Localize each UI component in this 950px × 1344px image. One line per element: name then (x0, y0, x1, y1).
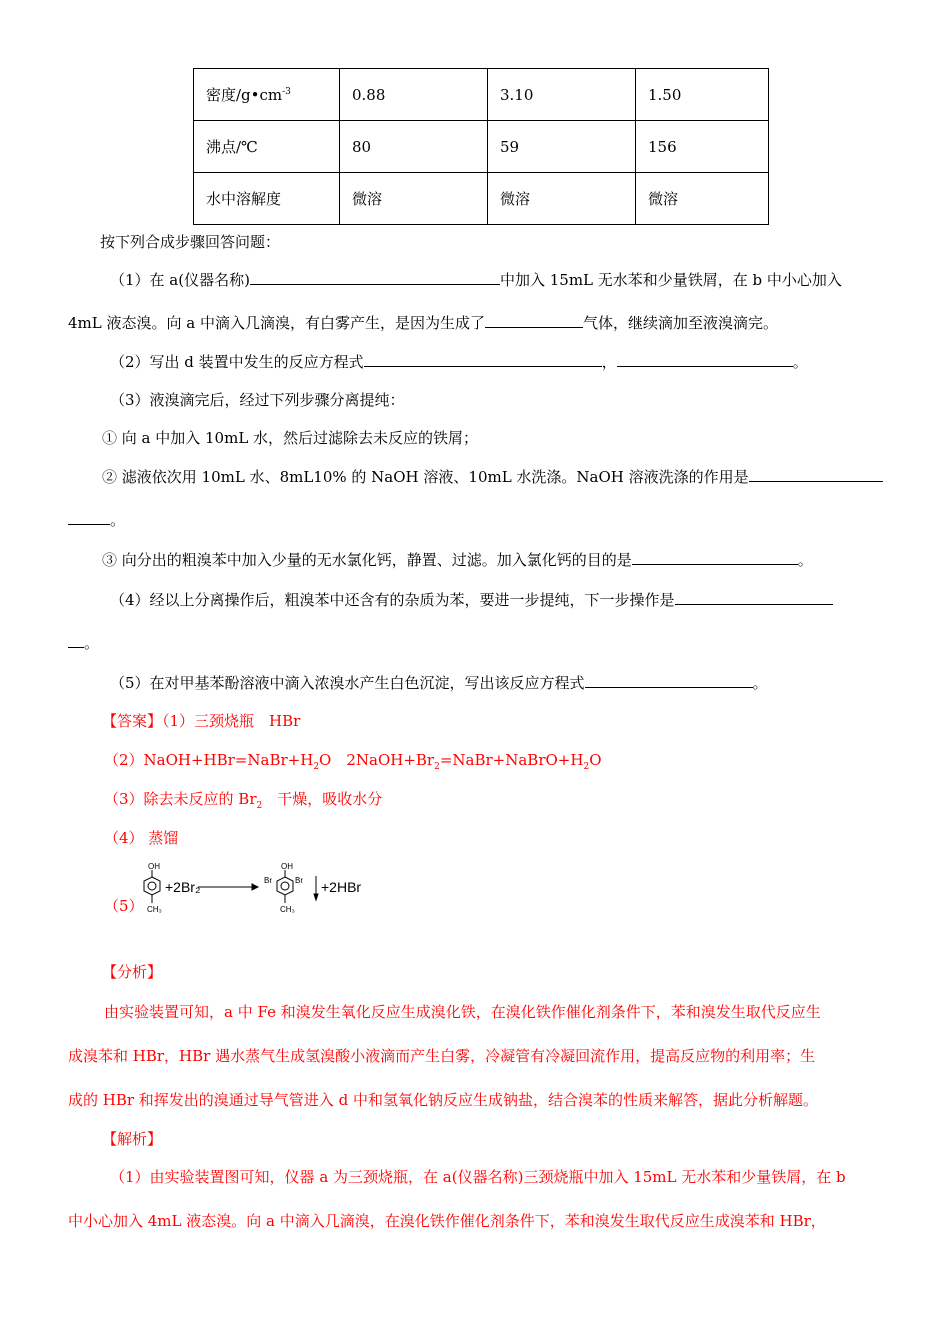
table-row (194, 173, 769, 225)
table-row (194, 69, 769, 121)
density-label: 密度/g•cm (206, 86, 283, 104)
oh-label: OH (281, 862, 293, 871)
q1-text-b: 中加入 15mL 无水苯和少量铁屑，在 b 中小心加入 (499, 271, 842, 289)
properties-table (193, 68, 769, 225)
a3-text-b: 干燥，吸收水分 (262, 790, 383, 808)
answer-2 (104, 750, 602, 777)
q5-text: （5）在对甲基苯酚溶液中滴入浓溴水产生白色沉淀，写出该反应方程式 (110, 674, 585, 692)
q2-text-c: 。 (792, 353, 808, 371)
q1-text-d: 气体，继续滴加至液溴滴完。 (582, 314, 778, 332)
subscript: 2 (313, 762, 320, 772)
subscript: 2 (583, 762, 590, 772)
br-label: Br (295, 876, 303, 885)
answer-tag: 【答案】 (102, 712, 163, 730)
a2-text-b: O 2NaOH+Br (319, 751, 435, 769)
benzene-ring-icon (277, 877, 293, 895)
br-label: Br (264, 876, 272, 885)
table-cell: 3.10 (488, 69, 636, 121)
answer-blank (485, 313, 583, 328)
ch3-label: CH₃ (280, 905, 295, 914)
question-3-step-2 (102, 467, 883, 487)
answer-1 (102, 711, 300, 731)
reagent-label: +2Br₂ (165, 879, 201, 895)
answer-blank (617, 352, 793, 367)
q3-3-text: ③ 向分出的粗溴苯中加入少量的无水氯化钙，静置、过滤。加入氯化钙的目的是 (102, 551, 632, 569)
unit-superscript: -3 (282, 87, 291, 97)
q3-2-text: ② 滤液依次用 10mL 水、8mL10% 的 NaOH 溶液、10mL 水洗涤。NaOH 溶液洗涤的作用是 (102, 468, 749, 486)
answer-3 (104, 789, 382, 816)
solution-tag: 【解析】 (102, 1130, 163, 1148)
q1-text-a: （1）在 a(仪器名称) (110, 271, 250, 289)
solution-line-1: （1）由实验装置图可知，仪器 a 为三颈烧瓶，在 a(仪器名称)三颈烧瓶中加入 15mL 无水苯和少量铁屑，在 b (110, 1168, 846, 1186)
q2-text-b: ， (601, 353, 617, 371)
a2-text-c: =NaBr+NaBrO+H (439, 751, 584, 769)
question-1 (110, 270, 842, 290)
table-cell: 微溶 (340, 173, 488, 225)
answer-blank (250, 270, 500, 285)
table-cell: 1.50 (636, 69, 769, 121)
a2-text-d: O (589, 751, 602, 769)
table-cell: 80 (340, 121, 488, 173)
question-5 (110, 673, 768, 693)
table-cell: 微溶 (636, 173, 769, 225)
ch3-label: CH₃ (147, 905, 162, 914)
table-cell: 156 (636, 121, 769, 173)
q5-end: 。 (752, 674, 768, 692)
row-label: 水中溶解度 (194, 173, 340, 225)
oh-label: OH (148, 862, 160, 871)
answer-4: （4） 蒸馏 (104, 829, 179, 847)
table-cell: 59 (488, 121, 636, 173)
question-2 (110, 352, 808, 372)
question-4 (110, 590, 833, 610)
answer-blank (749, 467, 883, 482)
q4-end: 。 (84, 634, 100, 652)
solution-line-2: 中小心加入 4mL 液态溴。向 a 中滴入几滴溴，在溴化铁作催化剂条件下，苯和溴发生取代反应生成溴苯和 HBr， (68, 1212, 826, 1230)
benzene-ring-icon (144, 877, 160, 895)
answer-blank (632, 550, 798, 565)
analysis-line-1: 由实验装置可知，a 中 Fe 和溴发生氧化反应生成溴化铁，在溴化铁作催化剂条件下，苯和溴发生取代反应生 (104, 1003, 821, 1021)
reaction-equation-image (130, 858, 370, 920)
table-cell: 0.88 (340, 69, 488, 121)
answer-blank (68, 633, 84, 648)
answer-1-text: （1）三颈烧瓶 HBr (162, 712, 301, 730)
table-cell: 微溶 (488, 173, 636, 225)
question-3: （3）液溴滴完后，经过下列步骤分离提纯： (110, 391, 405, 409)
subscript: 2 (434, 762, 440, 772)
q2-text-a: （2）写出 d 装置中发生的反应方程式 (110, 353, 364, 371)
analysis-tag: 【分析】 (102, 963, 163, 981)
analysis-line-3: 成的 HBr 和挥发出的溴通过导气管进入 d 中和氢氧化钠反应生成钠盐，结合溴苯的性质来解答，据此分析解题。 (68, 1091, 818, 1109)
question-3-step-2-cont (68, 510, 125, 530)
question-4-cont (68, 633, 99, 653)
aromatic-circle-icon (148, 882, 156, 890)
answer-blank (364, 352, 602, 367)
product-label: +2HBr (321, 879, 362, 895)
table-row (194, 121, 769, 173)
aromatic-circle-icon (281, 882, 289, 890)
intro-text: 按下列合成步骤回答问题： (100, 233, 281, 251)
answer-blank (585, 673, 753, 688)
a2-text-a: （2）NaOH+HBr=NaBr+H (104, 751, 314, 769)
q3-2-end: 。 (110, 511, 126, 529)
q3-3-end: 。 (797, 551, 813, 569)
question-3-step-3 (102, 550, 813, 570)
answer-5: （5） (104, 897, 144, 915)
row-label: 沸点/℃ (194, 121, 340, 173)
arrow-head (314, 894, 318, 900)
analysis-line-2: 成溴苯和 HBr，HBr 遇水蒸气生成氢溴酸小液滴而产生白雾，冷凝管有冷凝回流作用，提高反应物的利用率；生 (68, 1047, 816, 1065)
a3-text-a: （3）除去未反应的 Br (104, 790, 257, 808)
question-1-cont (68, 313, 778, 333)
answer-blank (675, 590, 833, 605)
q1-text-c: 4mL 液态溴。向 a 中滴入几滴溴，有白雾产生，是因为生成了 (68, 314, 485, 332)
row-label (194, 69, 340, 121)
arrow-head (252, 884, 258, 890)
subscript: 2 (256, 801, 263, 811)
q4-text: （4）经以上分离操作后，粗溴苯中还含有的杂质为苯，要进一步提纯，下一步操作是 (110, 591, 675, 609)
answer-blank (68, 510, 110, 525)
question-3-step-1: ① 向 a 中加入 10mL 水，然后过滤除去未反应的铁屑； (102, 429, 479, 447)
